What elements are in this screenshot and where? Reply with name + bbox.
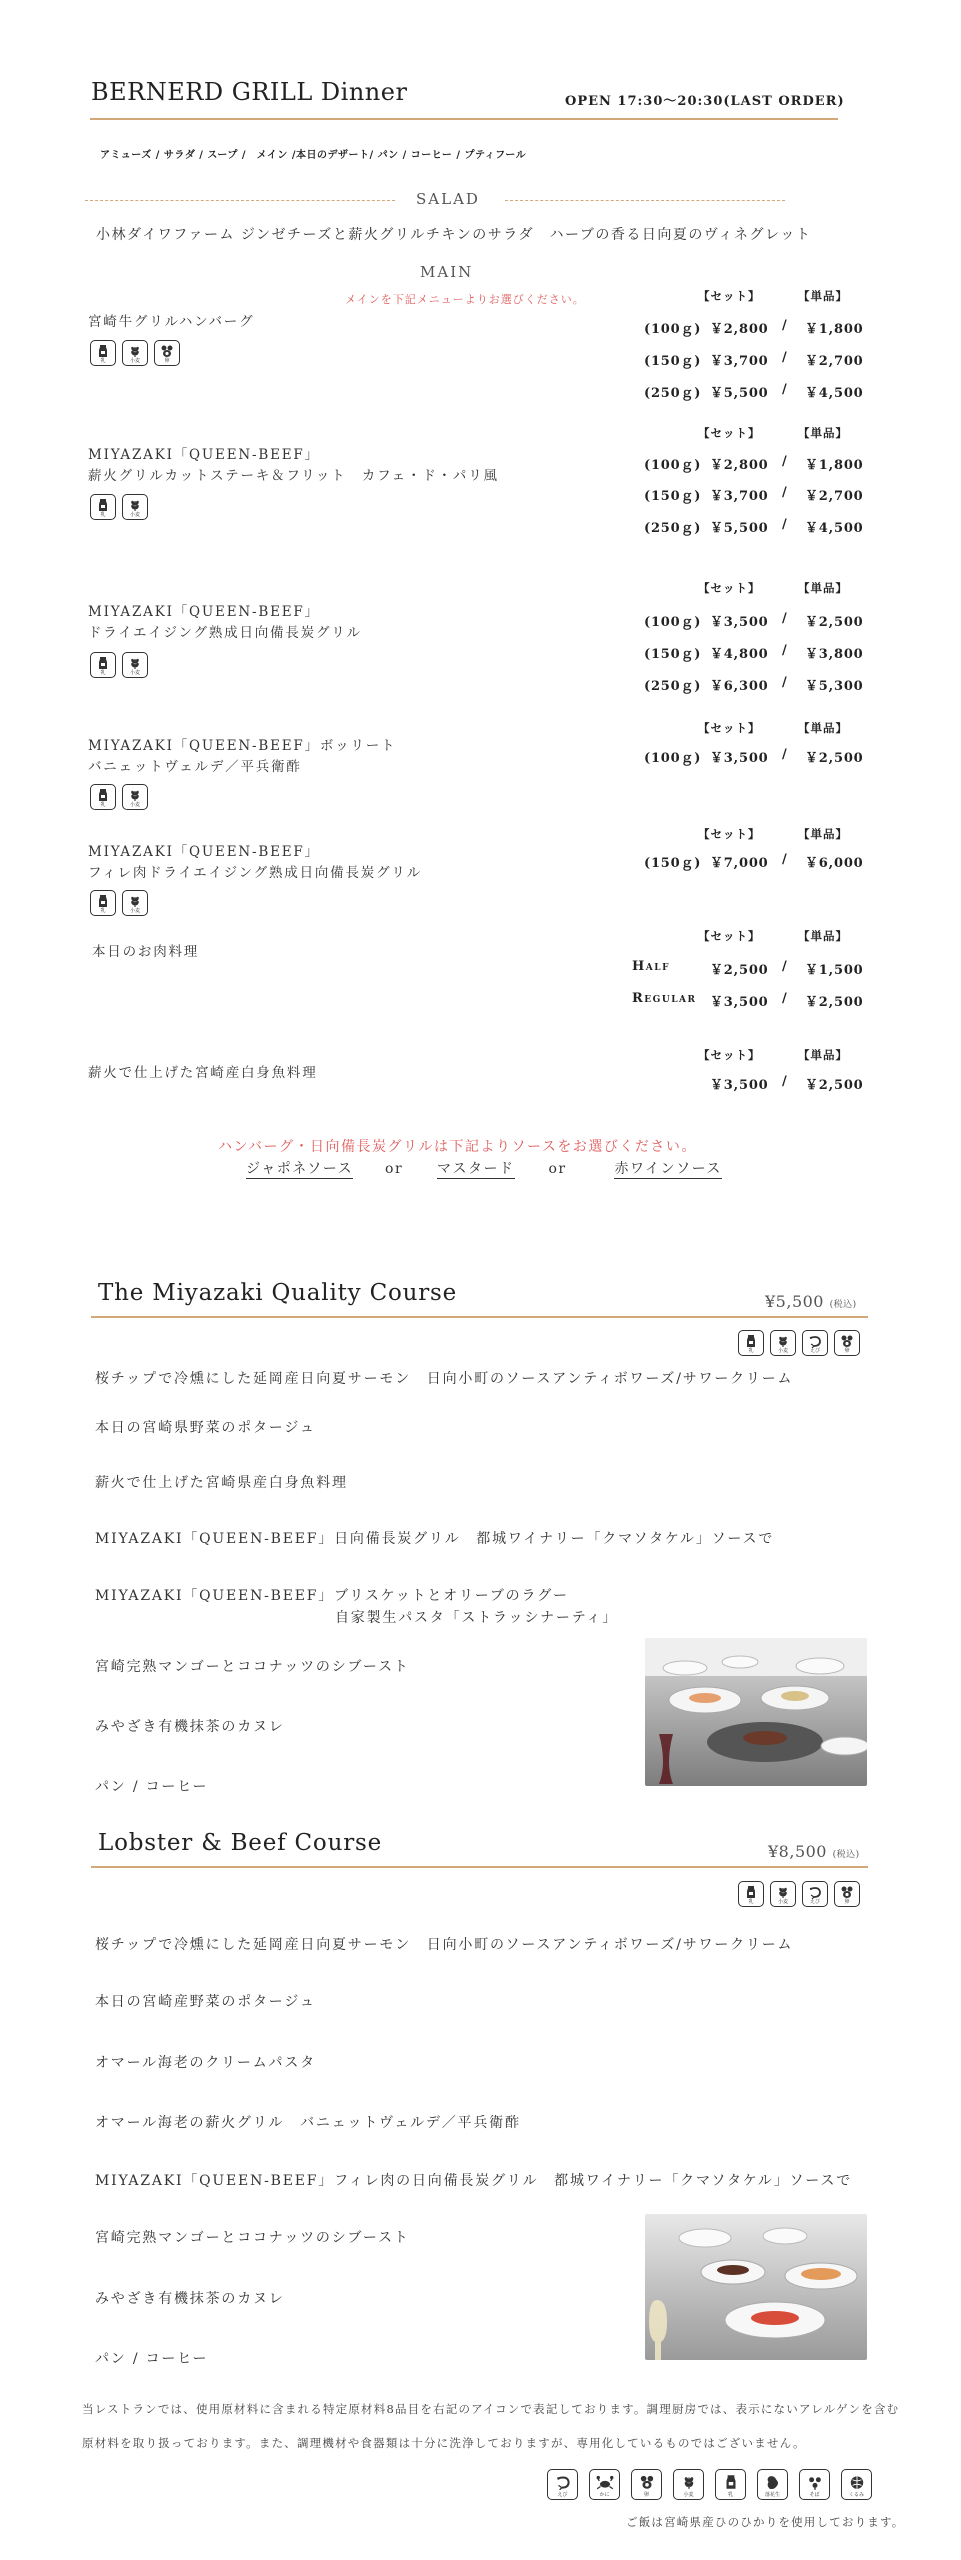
set-price-header: 【セット】 [698, 1048, 761, 1062]
icon-caption: 小麦 [129, 358, 140, 364]
wheat-icon [122, 340, 148, 366]
course-item: パン / コーヒー [95, 1779, 209, 1795]
egg-icon [834, 1881, 860, 1907]
wheat-icon [122, 494, 148, 520]
set-price: ￥6,300 [710, 679, 769, 694]
portion-size: (100ｇ) [644, 322, 702, 337]
set-price: ￥2,500 [710, 963, 769, 978]
course-item: 宮崎完熟マンゴーとココナッツのシブースト [95, 1659, 410, 1675]
dish-allergen-icons [90, 652, 148, 678]
icon-caption: 卵 [164, 358, 170, 364]
portion-size: (100ｇ) [644, 458, 702, 473]
course-item: 本日の宮崎産野菜のポタージュ [95, 1994, 316, 2010]
single-price-header: 【単品】 [798, 827, 848, 841]
icon-caption: 乳 [100, 512, 106, 518]
price-separator: / [782, 643, 788, 658]
dish-name: ドライエイジング熟成日向備長炭グリル [88, 625, 362, 641]
single-price-header: 【単品】 [798, 426, 848, 440]
price-separator: / [782, 747, 788, 762]
course-item: オマール海老の薪火グリル バニェットヴェルデ／平兵衛酢 [95, 2115, 521, 2131]
allergen-legend [547, 2469, 872, 2500]
price-separator: / [782, 959, 788, 974]
set-price-header: 【セット】 [698, 929, 761, 943]
dish-allergen-icons [90, 890, 148, 916]
dish-name: 薪火で仕上げた宮崎産白身魚料理 [88, 1065, 318, 1081]
single-price: ￥2,500 [805, 751, 864, 766]
salad-rule-right [505, 200, 785, 201]
shrimp-icon [802, 1330, 828, 1356]
dish-name: MIYAZAKI「QUEEN-BEEF」 [88, 447, 320, 463]
crab-icon [589, 2469, 620, 2500]
icon-caption: 小麦 [129, 908, 140, 914]
single-price: ￥4,500 [805, 521, 864, 536]
peanut-icon [757, 2469, 788, 2500]
price-separator: / [782, 852, 788, 867]
set-price: ￥3,700 [710, 489, 769, 504]
set-price: ￥3,500 [710, 751, 769, 766]
icon-caption: 乳 [100, 802, 106, 808]
course-allergen-icons [738, 1881, 860, 1907]
course-item: 自家製生パスタ「ストラッシナーティ」 [335, 1610, 618, 1626]
icon-caption: 乳 [748, 1348, 754, 1354]
or-separator: or [548, 1161, 567, 1177]
single-price: ￥2,700 [805, 354, 864, 369]
or-separator: or [385, 1161, 404, 1177]
single-price-header: 【単品】 [798, 1048, 848, 1062]
course-rule [91, 1866, 868, 1868]
price-separator: / [782, 611, 788, 626]
icon-caption: 卵 [844, 1899, 850, 1905]
icon-caption: 卵 [844, 1348, 850, 1354]
single-price: ￥2,500 [805, 995, 864, 1010]
dish-allergen-icons [90, 494, 148, 520]
single-price: ￥2,500 [805, 1078, 864, 1093]
icon-caption: そば [809, 2492, 820, 2498]
price-separator: / [782, 675, 788, 690]
tax-label: (税込) [832, 1850, 860, 1860]
set-price: ￥4,800 [710, 647, 769, 662]
allergen-note-line1: 当レストランでは、使用原材料に含まれる特定原材料8品目を右記のアイコンで表記しております。調理厨房では、表示にないアレルゲンを含む [82, 2402, 900, 2416]
rice-note: ご飯は宮崎県産ひのひかりを使用しております。 [626, 2515, 905, 2529]
course-rule [91, 1316, 868, 1318]
icon-caption: くるみ [848, 2492, 864, 2498]
portion-size: (250ｇ) [644, 521, 702, 536]
set-price: ￥3,500 [710, 1078, 769, 1093]
price-separator: / [782, 485, 788, 500]
course-price-value: ¥5,500 [765, 1292, 824, 1311]
walnut-icon [841, 2469, 872, 2500]
single-price: ￥6,000 [805, 856, 864, 871]
set-price: ￥5,500 [710, 521, 769, 536]
portion-size: (100ｇ) [644, 615, 702, 630]
set-price: ￥2,800 [710, 458, 769, 473]
course-item: MIYAZAKI「QUEEN-BEEF」日向備長炭グリル 都城ワイナリー「クマソタケル」ソースで [95, 1531, 775, 1547]
wheat-icon [122, 890, 148, 916]
single-price: ￥4,500 [805, 386, 864, 401]
course-allergen-icons [738, 1330, 860, 1356]
main-label: MAIN [420, 263, 474, 281]
icon-caption: 落花生 [764, 2492, 780, 2498]
salad-label: SALAD [416, 190, 480, 208]
sauce-option: ジャポネソース [246, 1161, 354, 1177]
portion-size: Half [632, 959, 670, 974]
wheat-icon [122, 784, 148, 810]
course-item: パン / コーヒー [95, 2351, 209, 2367]
page-title: BERNERD GRILL Dinner [91, 78, 408, 106]
set-price-header: 【セット】 [698, 426, 761, 440]
icon-caption: 小麦 [683, 2492, 694, 2498]
icon-caption: 小麦 [777, 1348, 788, 1354]
set-price: ￥5,500 [710, 386, 769, 401]
course-item: MIYAZAKI「QUEEN-BEEF」フィレ肉の日向備長炭グリル 都城ワイナリー「クマソタケル」ソースで [95, 2173, 852, 2189]
portion-size: (250ｇ) [644, 386, 702, 401]
portion-size: (100ｇ) [644, 751, 702, 766]
wheat-icon [770, 1881, 796, 1907]
portion-size: (150ｇ) [644, 489, 702, 504]
set-price-header: 【セット】 [698, 721, 761, 735]
tax-label: (税込) [829, 1300, 857, 1310]
course-item: 本日の宮崎県野菜のポタージュ [95, 1420, 316, 1436]
price-separator: / [782, 517, 788, 532]
price-separator: / [782, 318, 788, 333]
course-item: 宮崎完熟マンゴーとココナッツのシブースト [95, 2230, 410, 2246]
set-price: ￥2,800 [710, 322, 769, 337]
course-item: みやざき有機抹茶のカヌレ [95, 2291, 285, 2307]
course-item: 薪火で仕上げた宮崎県産白身魚料理 [95, 1475, 348, 1491]
icon-caption: 卵 [643, 2492, 649, 2498]
single-price: ￥2,700 [805, 489, 864, 504]
allergen-note-line2: 原材料を取り扱っております。また、調理機材や食器類は十分に洗浄しておりますが、専用化しているものではございません。 [82, 2436, 806, 2450]
opening-hours: OPEN 17:30〜20:30(LAST ORDER) [565, 94, 845, 109]
icon-caption: 乳 [100, 670, 106, 676]
single-price-header: 【単品】 [798, 581, 848, 595]
icon-caption: 乳 [100, 358, 106, 364]
portion-size: (250ｇ) [644, 679, 702, 694]
dish-name: フィレ肉ドライエイジング熟成日向備長炭グリル [88, 865, 422, 881]
milk-icon [90, 652, 116, 678]
icon-caption: 小麦 [129, 802, 140, 808]
single-price: ￥3,800 [805, 647, 864, 662]
single-price-header: 【単品】 [798, 721, 848, 735]
salad-rule-left [85, 200, 395, 201]
icon-caption: 小麦 [129, 512, 140, 518]
milk-icon [90, 494, 116, 520]
icon-caption: 乳 [748, 1899, 754, 1905]
course-title: The Miyazaki Quality Course [98, 1280, 458, 1306]
course-photo-lobster [645, 2214, 867, 2360]
set-price: ￥3,500 [710, 995, 769, 1010]
icon-caption: かに [599, 2492, 610, 2498]
course-price [765, 1292, 857, 1311]
course-item: 桜チップで冷燻にした延岡産日向夏サーモン 日向小町のソースアンティボワーズ/サワークリーム [95, 1937, 794, 1953]
set-price-header: 【セット】 [698, 581, 761, 595]
set-price: ￥3,700 [710, 354, 769, 369]
course-item: 桜チップで冷燻にした延岡産日向夏サーモン 日向小町のソースアンティボワーズ/サワークリーム [95, 1371, 794, 1387]
icon-caption: 乳 [727, 2492, 733, 2498]
course-item: オマール海老のクリームパスタ [95, 2055, 316, 2071]
icon-caption: えび [809, 1899, 820, 1905]
dish-name: 薪火グリルカットステーキ＆フリット カフェ・ド・パリ風 [88, 468, 499, 484]
sauce-options [246, 1158, 722, 1178]
wheat-icon [770, 1330, 796, 1356]
buckwheat-icon [799, 2469, 830, 2500]
price-separator: / [782, 454, 788, 469]
dish-name: 本日のお肉料理 [92, 944, 200, 960]
milk-icon [90, 340, 116, 366]
egg-icon [631, 2469, 662, 2500]
single-price: ￥5,300 [805, 679, 864, 694]
shrimp-icon [802, 1881, 828, 1907]
portion-size: (150ｇ) [644, 354, 702, 369]
icon-caption: えび [557, 2492, 568, 2498]
dish-name: 宮崎牛グリルハンバーグ [88, 314, 255, 330]
main-note: メインを下記メニューよりお選びください。 [345, 293, 585, 306]
single-price-header: 【単品】 [798, 289, 848, 303]
portion-size: (150ｇ) [644, 647, 702, 662]
dish-allergen-icons [90, 784, 148, 810]
dish-name: MIYAZAKI「QUEEN-BEEF」 [88, 604, 320, 620]
single-price-header: 【単品】 [798, 929, 848, 943]
set-price: ￥7,000 [710, 856, 769, 871]
portion-size: Regular [632, 991, 697, 1006]
single-price: ￥2,500 [805, 615, 864, 630]
egg-icon [834, 1330, 860, 1356]
sauce-note: ハンバーグ・日向備長炭グリルは下記よりソースをお選びください。 [218, 1139, 697, 1155]
single-price: ￥1,800 [805, 322, 864, 337]
course-price [768, 1842, 860, 1861]
single-price: ￥1,500 [805, 963, 864, 978]
wheat-icon [673, 2469, 704, 2500]
wheat-icon [122, 652, 148, 678]
set-price: ￥3,500 [710, 615, 769, 630]
portion-size: (150ｇ) [644, 856, 702, 871]
price-separator: / [782, 1074, 788, 1089]
dish-name: MIYAZAKI「QUEEN-BEEF」 [88, 844, 320, 860]
shrimp-icon [547, 2469, 578, 2500]
course-title: Lobster & Beef Course [98, 1830, 383, 1856]
price-separator: / [782, 382, 788, 397]
course-price-value: ¥8,500 [768, 1842, 827, 1861]
salad-description: 小林ダイワファーム ジンゼチーズと薪火グリルチキンのサラダ ハーブの香る日向夏のヴィネグレット [96, 227, 812, 243]
dish-name: バニェットヴェルデ／平兵衛酢 [88, 759, 302, 775]
set-price-header: 【セット】 [698, 827, 761, 841]
dish-allergen-icons [90, 340, 180, 366]
price-separator: / [782, 350, 788, 365]
milk-icon [738, 1881, 764, 1907]
sauce-option: 赤ワインソース [614, 1161, 722, 1177]
sauce-option: マスタード [437, 1161, 515, 1177]
single-price: ￥1,800 [805, 458, 864, 473]
course-item: みやざき有機抹茶のカヌレ [95, 1719, 285, 1735]
header-rule [90, 118, 838, 120]
icon-caption: 小麦 [129, 670, 140, 676]
course-photo-dishes [645, 1638, 867, 1786]
dish-name: MIYAZAKI「QUEEN-BEEF」ボッリート [88, 738, 397, 754]
set-price-header: 【セット】 [698, 289, 761, 303]
icon-caption: 乳 [100, 908, 106, 914]
course-item: MIYAZAKI「QUEEN-BEEF」ブリスケットとオリーブのラグー [95, 1588, 569, 1604]
egg-icon [154, 340, 180, 366]
milk-icon [738, 1330, 764, 1356]
milk-icon [90, 890, 116, 916]
course-flow-nav: アミューズ / サラダ / スープ / メイン /本日のデザート/ パン / コーヒー / プティフール [100, 150, 527, 161]
milk-icon [715, 2469, 746, 2500]
milk-icon [90, 784, 116, 810]
icon-caption: 小麦 [777, 1899, 788, 1905]
price-separator: / [782, 991, 788, 1006]
icon-caption: えび [809, 1348, 820, 1354]
